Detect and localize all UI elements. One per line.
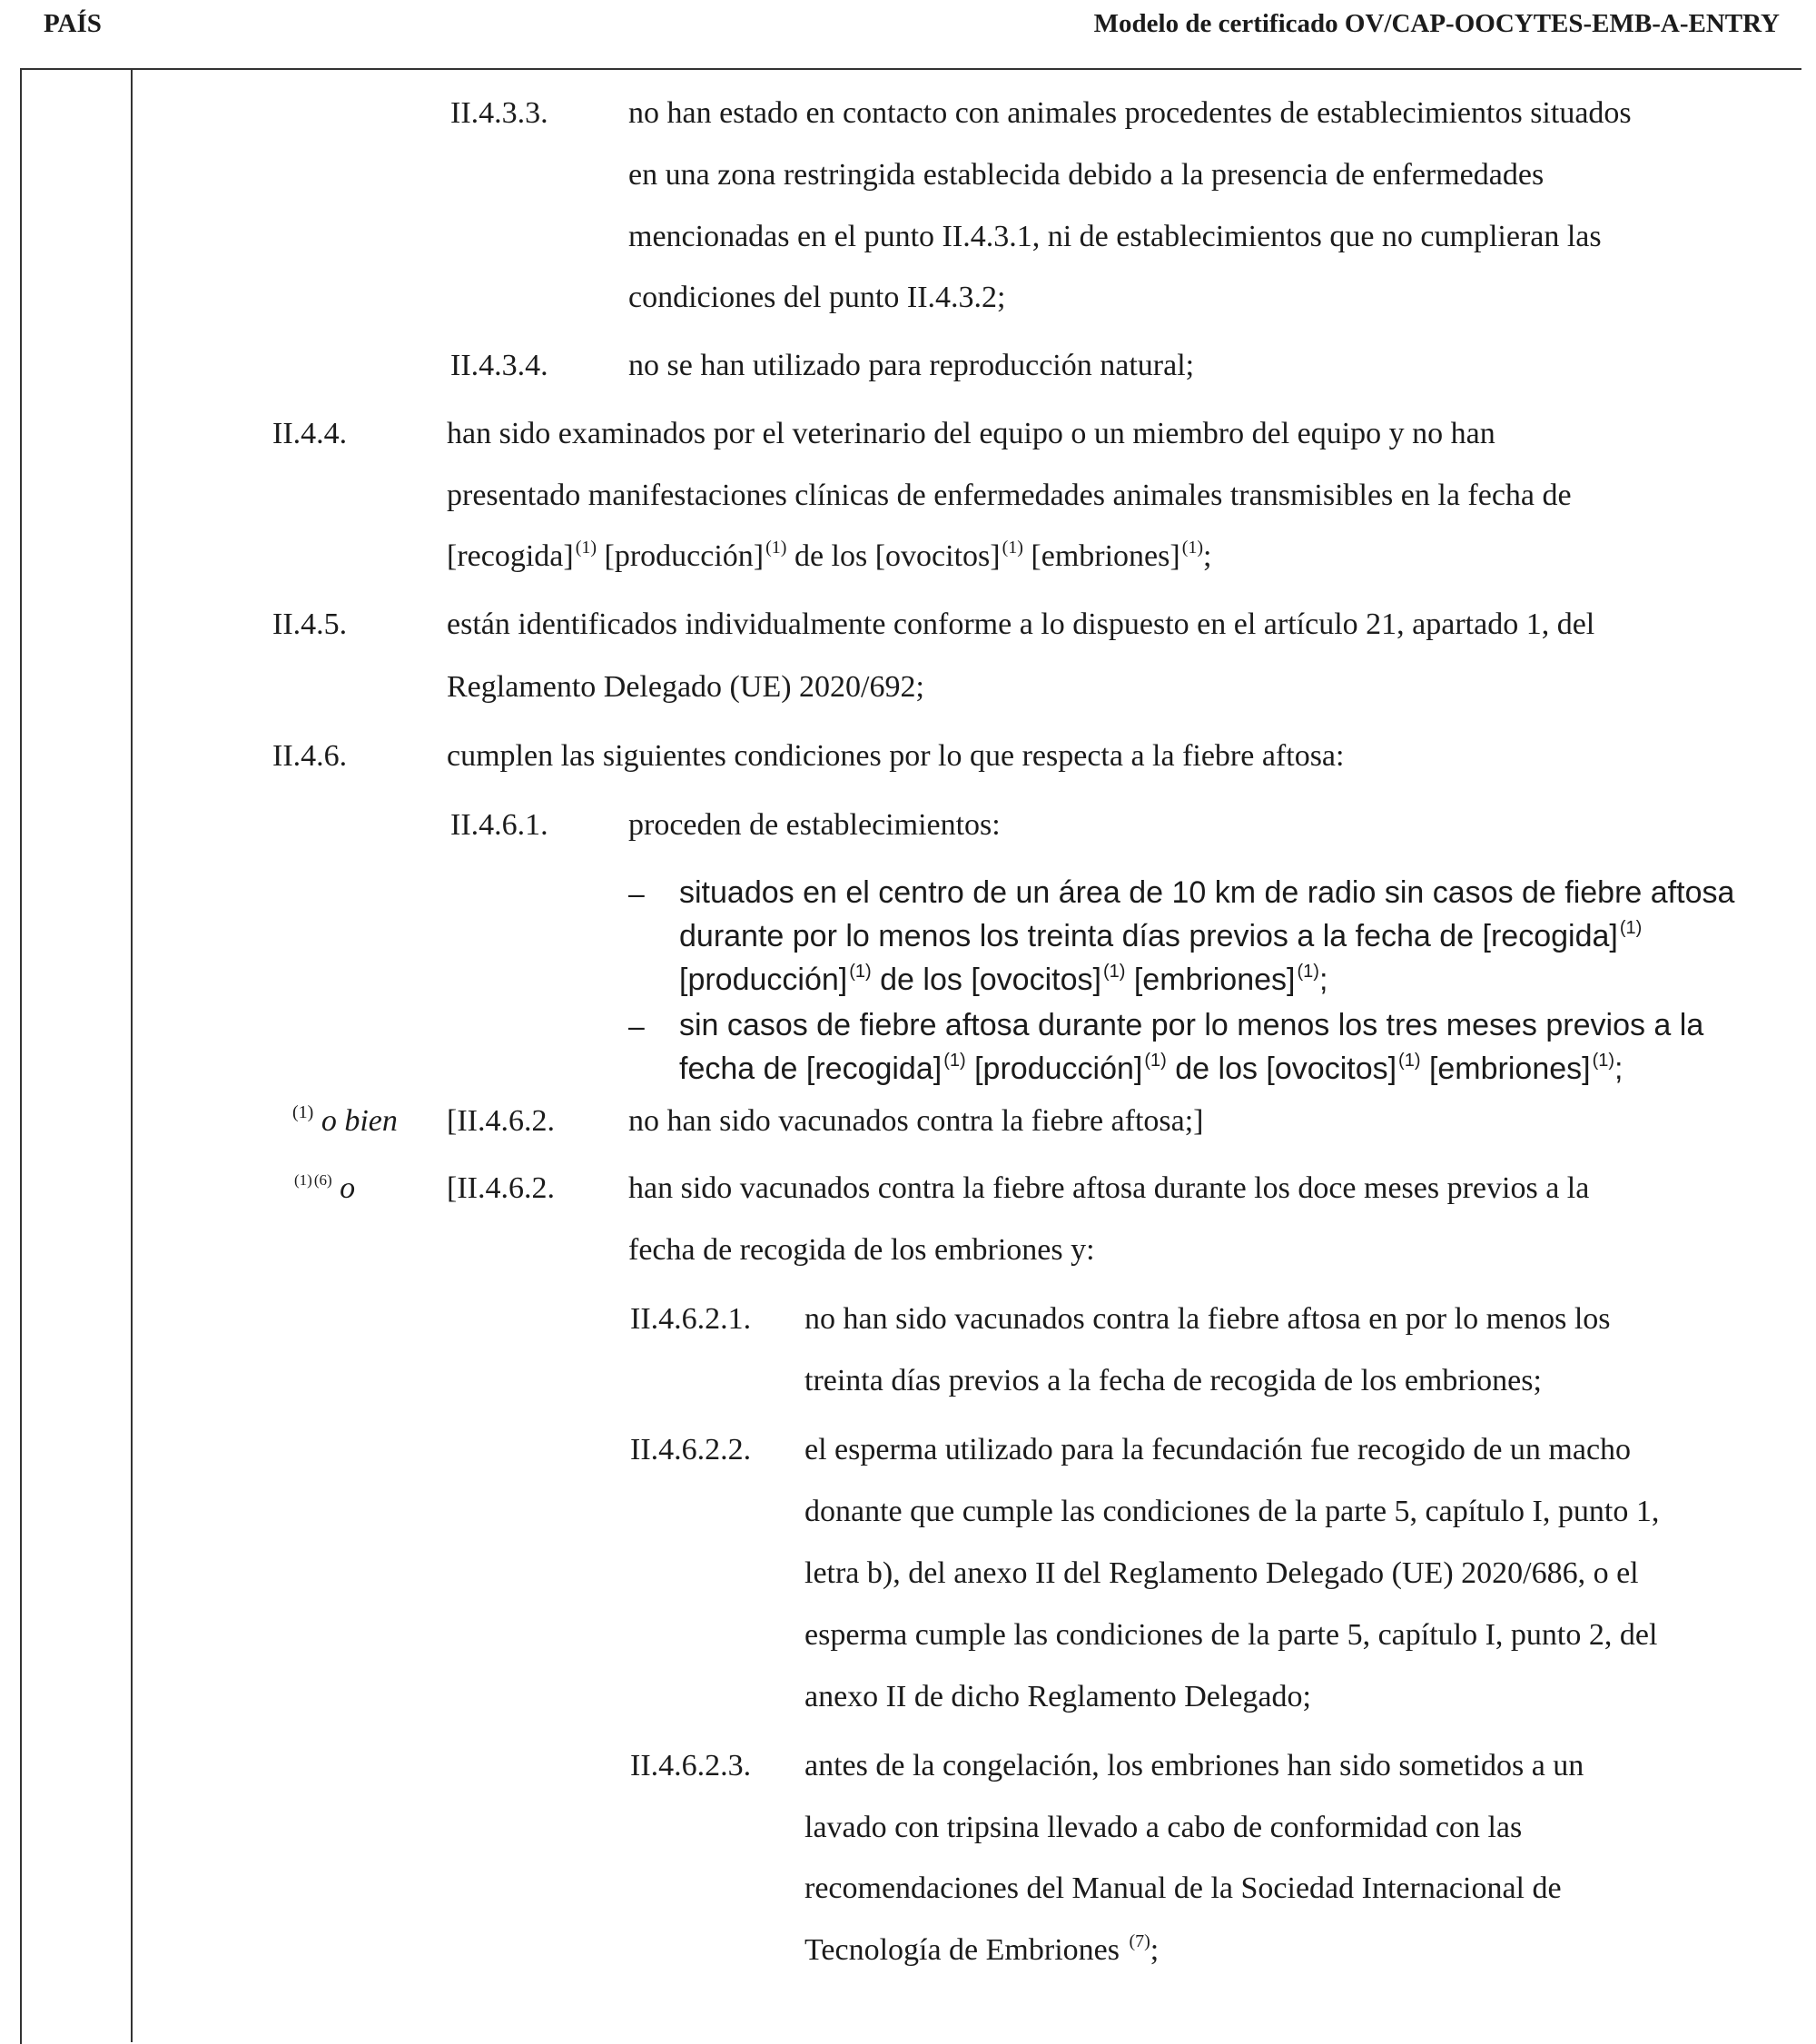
text-fragment: de los [ovocitos] <box>1175 1052 1397 1086</box>
text-line: han sido examinados por el veterinario del equipo o un miembro del equipo y no han <box>447 417 1495 450</box>
footnote-ref: (1) <box>575 538 597 558</box>
text-line: el esperma utilizado para la fecundación fue recogido de un macho <box>804 1433 1632 1466</box>
section-number: II.4.6.1. <box>450 808 548 842</box>
footnote-ref: (1) <box>1398 1051 1421 1071</box>
footnote-ref: (1) <box>1102 962 1126 982</box>
text-line: donante que cumple las condiciones de la parte 5, capítulo I, punto 1, <box>804 1495 1660 1528</box>
text-line: Reglamento Delegado (UE) 2020/692; <box>447 670 924 704</box>
header-model: Modelo de certificado OV/CAP-OOCYTES-EMB-A-ENTRY <box>1093 9 1780 38</box>
option-marker <box>292 1173 355 1204</box>
bullet-dash: – <box>628 877 645 910</box>
bullet-text-line <box>679 964 1327 995</box>
text-fragment: Tecnología de Embriones <box>804 1933 1120 1967</box>
footnote-ref: (1) <box>765 538 787 558</box>
option-marker <box>291 1102 398 1138</box>
margin-column-divider <box>131 68 133 2042</box>
section-number: [II.4.6.2. <box>447 1171 555 1205</box>
text-fragment: [recogida] <box>447 539 574 573</box>
section-number: [II.4.6.2. <box>447 1104 555 1138</box>
text-line <box>447 538 1212 573</box>
text-line: en una zona restringida establecida debido a la presencia de enfermedades <box>628 158 1545 192</box>
text-line: treinta días previos a la fecha de recogida de los embriones; <box>804 1364 1542 1397</box>
text-fragment: fecha de [recogida] <box>679 1052 943 1086</box>
footnote-ref: (1) <box>1144 1051 1167 1071</box>
text-fragment: [producción] <box>679 963 848 997</box>
text-fragment: [embriones] <box>1133 963 1296 997</box>
text-line: fecha de recogida de los embriones y: <box>628 1233 1095 1267</box>
text-line: presentado manifestaciones clínicas de enfermedades animales transmisibles en la fecha de <box>447 479 1572 512</box>
footnote-ref: (1) <box>1297 962 1319 982</box>
text-line: esperma cumple las condiciones de la parte 5, capítulo I, punto 2, del <box>804 1618 1658 1652</box>
text-fragment: [producción] <box>974 1052 1143 1086</box>
footnote-ref: (7) <box>1129 1931 1150 1951</box>
section-number: II.4.6.2.2. <box>630 1433 752 1466</box>
text-line: no se han utilizado para reproducción natural; <box>628 349 1195 382</box>
text-fragment: [producción] <box>604 539 765 573</box>
text-line: no han estado en contacto con animales procedentes de establecimientos situados <box>628 96 1632 130</box>
header-country: PAÍS <box>44 9 102 38</box>
text-line <box>804 1931 1160 1967</box>
footnote-ref: (1) <box>1619 918 1643 938</box>
footnote-ref: (1) <box>1181 538 1204 558</box>
text-fragment: [embriones] <box>1031 539 1180 573</box>
text-line: lavado con tripsina llevado a cabo de conformidad con las <box>804 1811 1523 1844</box>
text-fragment: de los [ovocitos] <box>794 539 1001 573</box>
footnote-ref: (1) <box>943 1051 966 1071</box>
section-number: II.4.5. <box>272 607 348 641</box>
section-number: II.4.6.2.1. <box>630 1302 752 1336</box>
option-word: o bien <box>321 1104 398 1138</box>
text-line: condiciones del punto II.4.3.2; <box>628 281 1006 314</box>
text-fragment: ; <box>1614 1052 1624 1086</box>
text-line: cumplen las siguientes condiciones por lo que respecta a la fiebre aftosa: <box>447 739 1345 773</box>
text-fragment: ; <box>1203 539 1212 573</box>
text-line: han sido vacunados contra la fiebre aftosa durante los doce meses previos a la <box>628 1171 1590 1205</box>
text-line: proceden de establecimientos: <box>628 808 1001 842</box>
section-number: II.4.6.2.3. <box>630 1749 752 1782</box>
text-fragment: ; <box>1318 963 1328 997</box>
text-fragment: [embriones] <box>1428 1052 1591 1086</box>
footnote-ref: (1) <box>1592 1051 1615 1071</box>
text-line: letra b), del anexo II del Reglamento Delegado (UE) 2020/686, o el <box>804 1556 1639 1590</box>
bullet-text-line: situados en el centro de un área de 10 km de radio sin casos de fiebre aftosa <box>679 875 1735 910</box>
text-fragment: durante por lo menos los treinta días previos a la fecha de [recogida] <box>679 919 1618 953</box>
bullet-text-line <box>679 918 1643 953</box>
text-line: anexo II de dicho Reglamento Delegado; <box>804 1680 1311 1713</box>
text-line: no han sido vacunados contra la fiebre aftosa;] <box>628 1104 1204 1138</box>
section-number: II.4.3.3. <box>450 96 548 130</box>
text-line: están identificados individualmente conforme a lo dispuesto en el artículo 21, apartado 1, del <box>447 607 1595 641</box>
option-word: o <box>340 1171 356 1205</box>
bullet-dash: – <box>628 1010 645 1042</box>
section-number: II.4.3.4. <box>450 349 548 382</box>
bullet-text-line: sin casos de fiebre aftosa durante por lo menos los tres meses previos a la <box>679 1008 1704 1042</box>
footnote-ref: (1) <box>292 1102 314 1122</box>
text-line: antes de la congelación, los embriones han sido sometidos a un <box>804 1749 1584 1782</box>
section-number: II.4.6. <box>272 739 348 773</box>
text-line: no han sido vacunados contra la fiebre aftosa en por lo menos los <box>804 1302 1611 1336</box>
footnote-ref: (6) <box>313 1171 332 1189</box>
footnote-ref: (1) <box>294 1171 312 1189</box>
footnote-ref: (1) <box>849 962 872 982</box>
text-fragment: de los [ovocitos] <box>880 963 1101 997</box>
text-fragment: ; <box>1150 1933 1160 1967</box>
section-number: II.4.4. <box>272 417 348 450</box>
text-line: recomendaciones del Manual de la Sociedad Internacional de <box>804 1871 1562 1905</box>
footnote-ref: (1) <box>1002 538 1023 558</box>
bullet-text-line <box>679 1053 1624 1084</box>
text-line: mencionadas en el punto II.4.3.1, ni de establecimientos que no cumplieran las <box>628 220 1602 253</box>
